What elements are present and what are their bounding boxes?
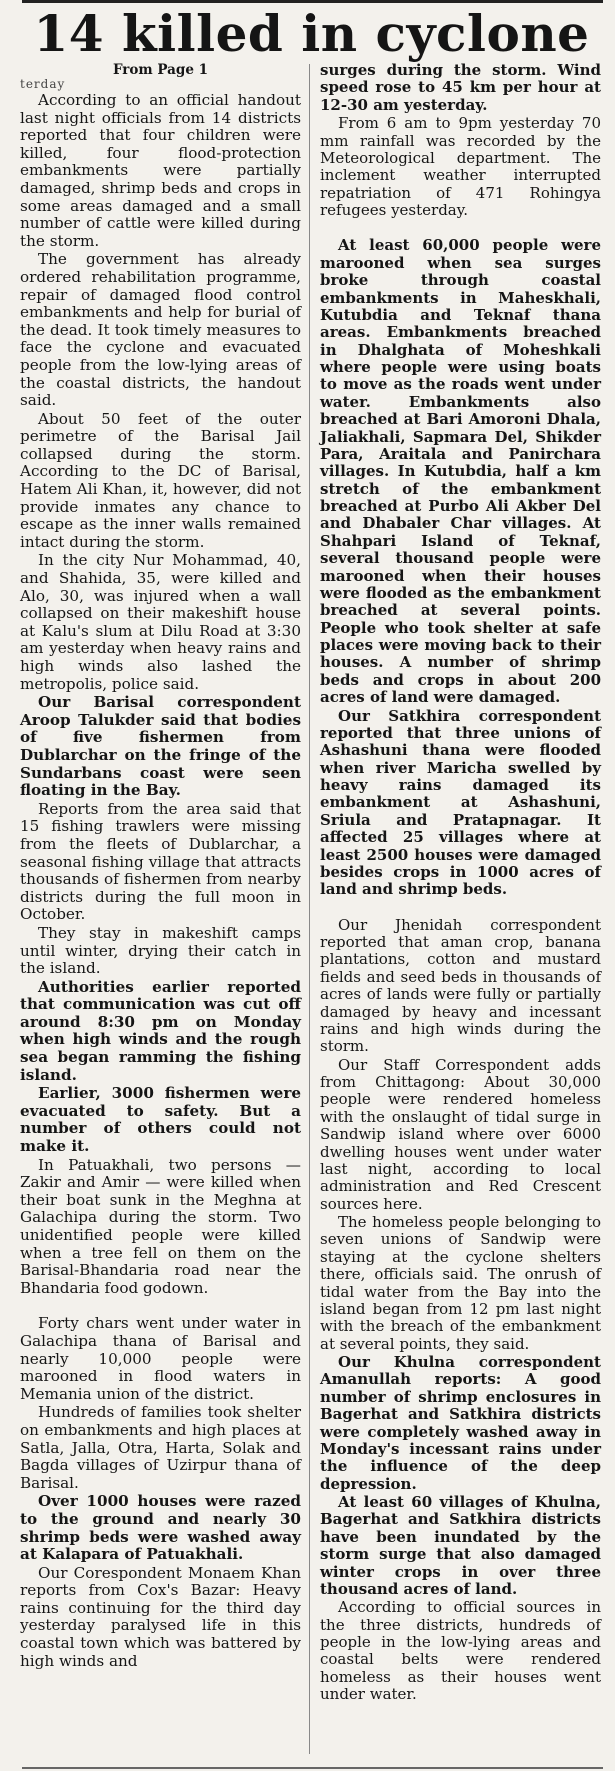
- article-paragraph: Our Staff Correspondent adds from Chittagong: About 30,000 people were rendered homeless with the onslaught of tidal surge in Sandwip island where over 6000 dwelling houses went under water last night, according to local administration and Red Crescent sources here.: [320, 1055, 601, 1213]
- article-columns: [20, 62, 603, 1762]
- headline: 14 killed in cyclone: [33, 4, 590, 63]
- article-paragraph: Our Khulna correspondent Amanullah reports: A good number of shrimp enclosures in Bagerhat and Satkhira districts were completely washed away in Monday's incessant rains under the influence of the deep depression.: [320, 1353, 601, 1493]
- article-paragraph: At least 60,000 people were marooned when sea surges broke through coastal embankments in Maheskhali, Kutubdia and Teknaf thana areas. Embankments breached in Dhalghata of Moheshkali where people were using boats to move as the roads went under water. Embankments also breached at Bari Amoroni Dhala, Jaliakhali, Sapmara Del, Shikder Para, Araitala and Panirchara villages. In Kutubdia, half a km stretch of the embankment breached at Purbo Ali Akber Del and Dhabaler Char villages. At Shahpari Island of Teknaf, several thousand people were marooned when their houses were flooded as the embankment breached at several points. People who took shelter at safe places were moving back to their houses. A number of shrimp beds and crops in about 200 acres of land were damaged.: [320, 236, 601, 707]
- left-column-body: [20, 92, 301, 1670]
- article-paragraph: The government has already ordered rehabilitation programme, repair of damaged flood control embankments and help for burial of the dead. It took timely measures to face the cyclone and evacuated people from the low-lying areas of the coastal districts, the handout said.: [20, 250, 301, 410]
- article-paragraph: According to an official handout last night officials from 14 districts reported that four children were killed, four flood-protection embankments were partially damaged, shrimp beds and crops in some areas damaged and a small number of cattle were killed during the storm.: [20, 91, 301, 250]
- article-paragraph: From 6 am to 9pm yesterday 70 mm rainfall was recorded by the Meteorological department. The inclement weather interrupted repatriation of 471 Rohingya refugees yesterday.: [320, 114, 601, 219]
- article-paragraph: Our Corespondent Monaem Khan reports from Cox's Bazar: Heavy rains continuing for the third day yesterday paralysed life in this coastal town which was battered by high winds and: [20, 1563, 301, 1670]
- article-paragraph: The homeless people belonging to seven unions of Sandwip were staying at the cyclone shelters there, officials said. The onrush of tidal water from the Bay into the island began from 12 pm last night with the breach of the embankment at several points, they said.: [320, 1213, 601, 1353]
- article-paragraph: Our Jhenidah correspondent reported that aman crop, banana plantations, cotton and mustard fields and seed beds in thousands of acres of lands were fully or partially damaged by heavy and incessant rains and high winds during the storm.: [320, 915, 601, 1056]
- column-divider: [309, 64, 310, 1754]
- right-column-body: [320, 62, 601, 1704]
- left-column: [20, 62, 301, 1670]
- article-paragraph: Our Satkhira correspondent reported that three unions of Ashashuni thana were flooded when river Maricha swelled by heavy rains damaged its embankment at Ashashuni, Sriula and Pratapnagar. It affected 25 villages where at least 2500 houses were damaged besides crops in 1000 acres of land and shrimp beds.: [320, 706, 601, 899]
- article-paragraph: Our Barisal correspondent Aroop Talukder said that bodies of five fishermen from Dublarchar on the fringe of the Sundarbans coast were seen floating in the Bay.: [20, 693, 301, 800]
- bottom-rule: [22, 1767, 603, 1769]
- continued-from-label: From Page 1: [112, 62, 209, 78]
- article-paragraph: Earlier, 3000 fishermen were evacuated to safety. But a number of others could not make it.: [20, 1084, 301, 1156]
- article-paragraph: Hundreds of families took shelter on embankments and high places at Satla, Jalla, Otra, Harta, Solak and Bagda villages of Uzirpur thana of Barisal.: [20, 1403, 301, 1492]
- article-paragraph: According to official sources in the three districts, hundreds of people in the low-lying areas and coastal belts were rendered homeless as their houses went under water.: [320, 1598, 601, 1704]
- article-paragraph: surges during the storm. Wind speed rose to 45 km per hour at 12-30 am yesterday.: [320, 61, 601, 114]
- article-paragraph: Over 1000 houses were razed to the ground and nearly 30 shrimp beds were washed away at Kalapara of Patuakhali.: [20, 1492, 301, 1564]
- top-rule: [22, 0, 603, 3]
- article-paragraph: About 50 feet of the outer perimetre of the Barisal Jail collapsed during the storm. According to the DC of Barisal, Hatem Ali Khan, it, however, did not provide inmates any chance to escape as the inner walls remained intact during the storm.: [20, 409, 301, 551]
- right-column: [320, 62, 601, 1704]
- article-paragraph: Forty chars went under water in Galachipa thana of Barisal and nearly 10,000 people were marooned in flood waters in Memania union of the district.: [20, 1314, 301, 1403]
- continued-word: terday: [20, 77, 66, 91]
- article-paragraph: Reports from the area said that 15 fishing trawlers were missing from the fleets of Dublarchar, a seasonal fishing village that attracts thousands of fishermen from nearby districts during the full moon in October.: [20, 799, 301, 924]
- article-paragraph: In Patuakhali, two persons — Zakir and Amir — were killed when their boat sunk in the Meghna at Galachipa during the storm. Two unidentified people were killed when a tree fell on them on the Barisal-Bhandaria road near the Bhandaria food godown.: [20, 1155, 301, 1297]
- article-paragraph: At least 60 villages of Khulna, Bagerhat and Satkhira districts have been inundated by the storm surge that also damaged winter crops in over three thousand acres of land.: [320, 1493, 601, 1598]
- article-paragraph: They stay in makeshift camps until winter, drying their catch in the island.: [20, 923, 301, 978]
- article-paragraph: In the city Nur Mohammad, 40, and Shahida, 35, were killed and Alo, 30, was injured when a wall collapsed on their makeshift house at Kalu's slum at Dilu Road at 3:30 am yesterday when heavy rains and high winds also lashed the metropolis, police said.: [20, 551, 301, 693]
- article-paragraph: Authorities earlier reported that communication was cut off around 8:30 pm on Monday when high winds and the rough sea began ramming the fishing island.: [20, 977, 301, 1084]
